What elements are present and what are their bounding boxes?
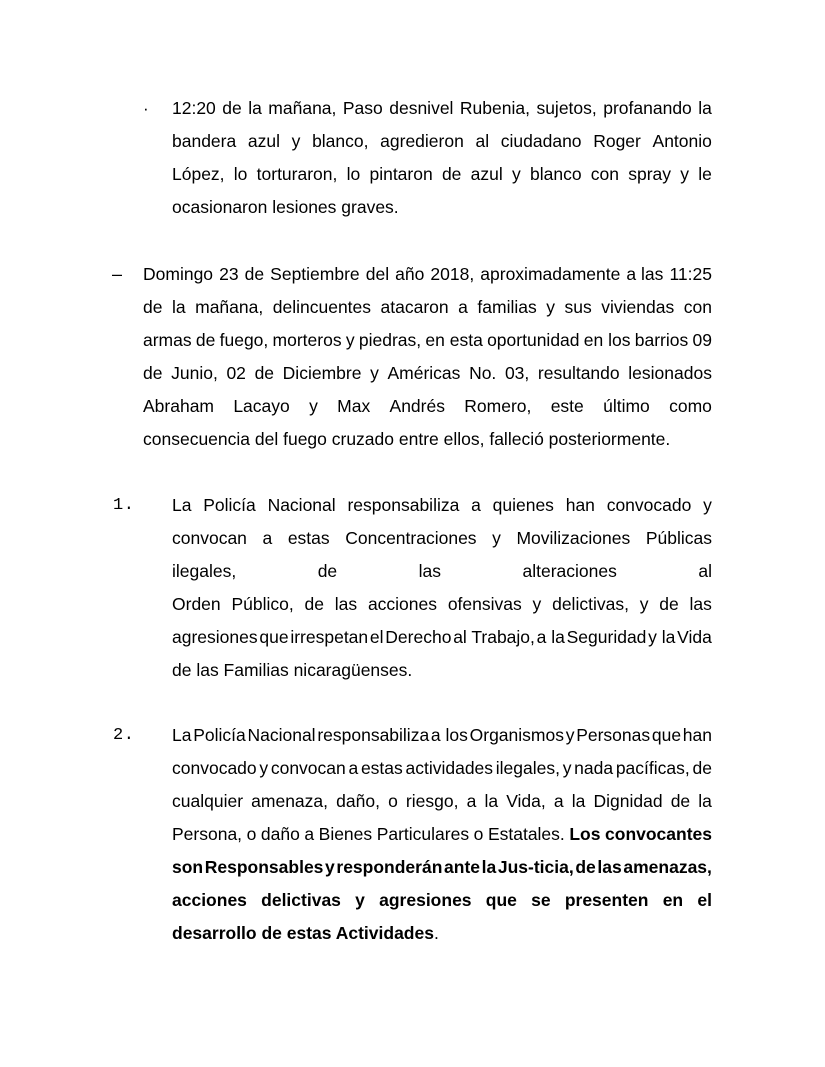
word: este: [550, 396, 584, 416]
word: armas: [143, 330, 192, 350]
word: y: [345, 330, 355, 350]
word: y la: [648, 627, 676, 647]
text-line: [172, 555, 712, 588]
word: atacaron: [380, 297, 449, 317]
word: y: [512, 164, 521, 184]
word: desarrollo de estas Actividades: [172, 923, 434, 943]
word: piedras,: [358, 330, 422, 350]
word: y: [546, 297, 556, 317]
word: y: [309, 396, 318, 416]
word: Dignidad: [593, 791, 663, 811]
word: en esta: [425, 330, 483, 350]
word: Junio,: [171, 363, 218, 383]
bullet-dash-1-marker: –: [112, 264, 123, 284]
word: de: [304, 594, 324, 614]
word: al Trabajo,: [453, 627, 535, 647]
word: 2018,: [430, 264, 475, 284]
word: de: [254, 363, 275, 383]
word: y: [562, 758, 572, 778]
word: lesionados: [628, 363, 712, 383]
word: Particulares: [376, 824, 470, 844]
word: o: [473, 824, 484, 844]
word: de: [659, 594, 679, 614]
word: spray: [628, 164, 672, 184]
word: han: [682, 725, 712, 745]
numbered-item-2-marker: 2.: [113, 726, 135, 745]
word: estas: [360, 758, 403, 778]
word: Orden: [172, 594, 221, 614]
text-line: [172, 522, 712, 555]
text-line: [172, 489, 712, 522]
word: en: [662, 890, 684, 910]
word: la: [171, 297, 186, 317]
word: Jus-ticia,: [497, 857, 574, 877]
word: convocantes: [605, 824, 712, 844]
word: Movilizaciones: [516, 528, 631, 548]
word: de: [222, 98, 242, 118]
word: 11:25: [669, 264, 712, 284]
text-line: [143, 357, 712, 390]
word: Público,: [231, 594, 294, 614]
word: de: [692, 758, 712, 778]
word: de: [195, 330, 216, 350]
word: de: [670, 791, 691, 811]
word: No.: [469, 363, 497, 383]
word: consecuencia del fuego cruzado entre ellos, falleció posteriormente.: [143, 429, 671, 449]
word: La: [172, 725, 192, 745]
numbered-item-2-body: [172, 719, 712, 950]
word: la: [698, 791, 712, 811]
word: Lacayo: [233, 396, 290, 416]
word: al: [698, 561, 712, 581]
word: responderán: [336, 857, 443, 877]
word: mañana,: [268, 98, 337, 118]
word: las: [689, 594, 712, 614]
word: ante: [444, 857, 480, 877]
word: Organismos: [469, 725, 564, 745]
bullet-dot-1-marker: ·: [143, 99, 149, 118]
word: Abraham: [143, 396, 215, 416]
word: y: [325, 857, 335, 877]
word: amenazas,: [623, 857, 712, 877]
word: ocasionaron lesiones graves.: [172, 197, 399, 217]
word: de: [441, 164, 462, 184]
word: convocado: [172, 758, 257, 778]
text-line: [172, 125, 712, 158]
word: el: [697, 890, 712, 910]
word: Policía: [203, 495, 256, 515]
word: lo: [233, 164, 248, 184]
text-line: [172, 752, 712, 785]
word: las: [334, 594, 358, 614]
word: Roger: [593, 131, 641, 151]
word: a las: [626, 264, 664, 284]
text-line: [143, 390, 712, 423]
word: y: [355, 890, 365, 910]
word: Derecho: [385, 627, 452, 647]
word: estas: [287, 528, 330, 548]
word: daño,: [336, 791, 380, 811]
word: actividades: [405, 758, 494, 778]
word: ciudadano: [500, 131, 582, 151]
word: profanando: [603, 98, 692, 118]
text-line: [172, 92, 712, 125]
word: morteros: [272, 330, 342, 350]
word: y: [680, 164, 690, 184]
word: a los: [430, 725, 468, 745]
word: ilegales,: [495, 758, 560, 778]
word: 23: [219, 264, 239, 284]
word: blanco: [529, 164, 582, 184]
word: delincuentes: [272, 297, 372, 317]
word: pacíficas,: [615, 758, 690, 778]
text-line: [172, 917, 712, 950]
word: de: [575, 857, 596, 877]
word: alteraciones: [522, 561, 617, 581]
word: Personas: [576, 725, 651, 745]
word: oportunidad: [487, 330, 580, 350]
word: pintaron: [369, 164, 433, 184]
word: Vida: [677, 627, 712, 647]
word: la: [248, 98, 262, 118]
word: irrespetan: [290, 627, 369, 647]
word: responsabiliza: [317, 725, 430, 745]
word: blanco,: [312, 131, 369, 151]
word: sujetos,: [536, 98, 597, 118]
word: a: [348, 758, 359, 778]
word: 03,: [504, 363, 530, 383]
word: daño: [260, 824, 300, 844]
word: de: [143, 297, 163, 317]
word: agresiones: [172, 627, 258, 647]
word: mañana,: [195, 297, 264, 317]
word: del: [365, 264, 390, 284]
word: torturaron,: [256, 164, 338, 184]
bullet-dot-1-body: [172, 92, 712, 224]
word: como: [669, 396, 712, 416]
word: 12:20: [172, 98, 216, 118]
word: y: [565, 725, 575, 745]
word: Públicas: [645, 528, 712, 548]
word: presenten: [564, 890, 649, 910]
word: bandera: [172, 131, 237, 151]
word: a: [304, 824, 315, 844]
word: a: [466, 791, 477, 811]
word: y: [532, 594, 542, 614]
word: o: [246, 824, 257, 844]
word: que: [259, 627, 289, 647]
word: con: [590, 164, 620, 184]
word: Policía: [193, 725, 246, 745]
text-line: [172, 621, 712, 654]
word: Rubenia,: [459, 98, 530, 118]
word: Estatales.: [487, 824, 565, 844]
word: aproximadamente: [480, 264, 621, 284]
word: responsabiliza: [347, 495, 460, 515]
word: Los: [569, 824, 601, 844]
word: ofensivas: [447, 594, 522, 614]
word: sus: [564, 297, 592, 317]
word: la: [698, 98, 712, 118]
word: Andrés: [389, 396, 445, 416]
word: de las Familias nicaragüenses.: [172, 660, 413, 680]
word: son: [172, 857, 204, 877]
word: Antonio: [652, 131, 712, 151]
word: .: [433, 923, 439, 943]
word: viviendas: [601, 297, 675, 317]
word: agresiones: [379, 890, 472, 910]
word: a: [471, 495, 481, 515]
word: ilegales,: [172, 561, 237, 581]
word: la: [484, 791, 499, 811]
word: le: [698, 164, 712, 184]
text-line: [172, 588, 712, 621]
word: amenaza,: [251, 791, 329, 811]
word: Vida,: [506, 791, 546, 811]
word: al: [475, 131, 490, 151]
word: fuego,: [219, 330, 269, 350]
word: convocan: [270, 758, 346, 778]
word: desnivel: [389, 98, 454, 118]
word: Diciembre: [282, 363, 362, 383]
text-line: [172, 158, 712, 191]
word: López,: [172, 164, 225, 184]
word: acciones: [367, 594, 438, 614]
word: que: [485, 890, 517, 910]
word: el: [369, 627, 384, 647]
word: que: [651, 725, 682, 745]
word: se: [531, 890, 551, 910]
text-line: [143, 423, 712, 456]
word: Bienes: [318, 824, 373, 844]
numbered-item-1-body: [172, 489, 712, 687]
word: barrios: [634, 330, 689, 350]
word: Romero,: [464, 396, 532, 416]
word: azul: [247, 131, 280, 151]
word: Paso: [342, 98, 383, 118]
word: 09: [692, 330, 712, 350]
word: Concentraciones: [345, 528, 477, 548]
word: Nacional: [247, 725, 316, 745]
text-line: [172, 884, 712, 917]
word: agredieron: [380, 131, 464, 151]
word: a: [553, 791, 564, 811]
bullet-dash-1-body: [143, 258, 712, 456]
text-line: [172, 851, 712, 884]
word: Max: [337, 396, 371, 416]
word: familias: [477, 297, 537, 317]
word: Américas: [387, 363, 461, 383]
word: y: [703, 495, 712, 515]
word: delictivas: [261, 890, 341, 910]
word: Seguridad: [566, 627, 647, 647]
word: resultando: [537, 363, 620, 383]
word: quienes: [492, 495, 554, 515]
word: riesgo,: [405, 791, 459, 811]
word: Responsables: [204, 857, 324, 877]
word: año: [395, 264, 425, 284]
word: con: [683, 297, 712, 317]
word: cualquier: [172, 791, 244, 811]
word: delictivas,: [552, 594, 629, 614]
word: a: [458, 297, 468, 317]
text-line: [143, 258, 712, 291]
word: convocado: [606, 495, 692, 515]
word: Persona,: [172, 824, 243, 844]
text-line: [172, 785, 712, 818]
text-line: [172, 654, 712, 687]
word: nada: [574, 758, 614, 778]
word: la: [571, 791, 586, 811]
word: de: [143, 363, 163, 383]
word: y: [639, 594, 649, 614]
text-line: [172, 719, 712, 752]
word: y: [259, 758, 269, 778]
word: de: [244, 264, 265, 284]
word: han: [565, 495, 595, 515]
text-line: [143, 324, 712, 357]
text-line: [172, 818, 712, 851]
word: 02: [226, 363, 246, 383]
word: Domingo: [143, 264, 214, 284]
word: de: [317, 561, 338, 581]
word: azul: [470, 164, 503, 184]
word: último: [603, 396, 650, 416]
word: acciones: [172, 890, 247, 910]
text-line: [172, 191, 712, 224]
word: la: [481, 857, 497, 877]
word: a la: [536, 627, 565, 647]
word: La: [172, 495, 192, 515]
numbered-item-1-marker: 1.: [113, 496, 135, 515]
word: Septiembre: [270, 264, 360, 284]
word: y: [291, 131, 301, 151]
word: o: [388, 791, 398, 811]
word: convocan: [172, 528, 247, 548]
word: a: [262, 528, 273, 548]
word: y: [370, 363, 379, 383]
word: las: [418, 561, 442, 581]
word: Nacional: [267, 495, 336, 515]
word: lo: [346, 164, 361, 184]
word: las: [597, 857, 622, 877]
text-line: [143, 291, 712, 324]
word: en los: [583, 330, 631, 350]
word: y: [492, 528, 501, 548]
